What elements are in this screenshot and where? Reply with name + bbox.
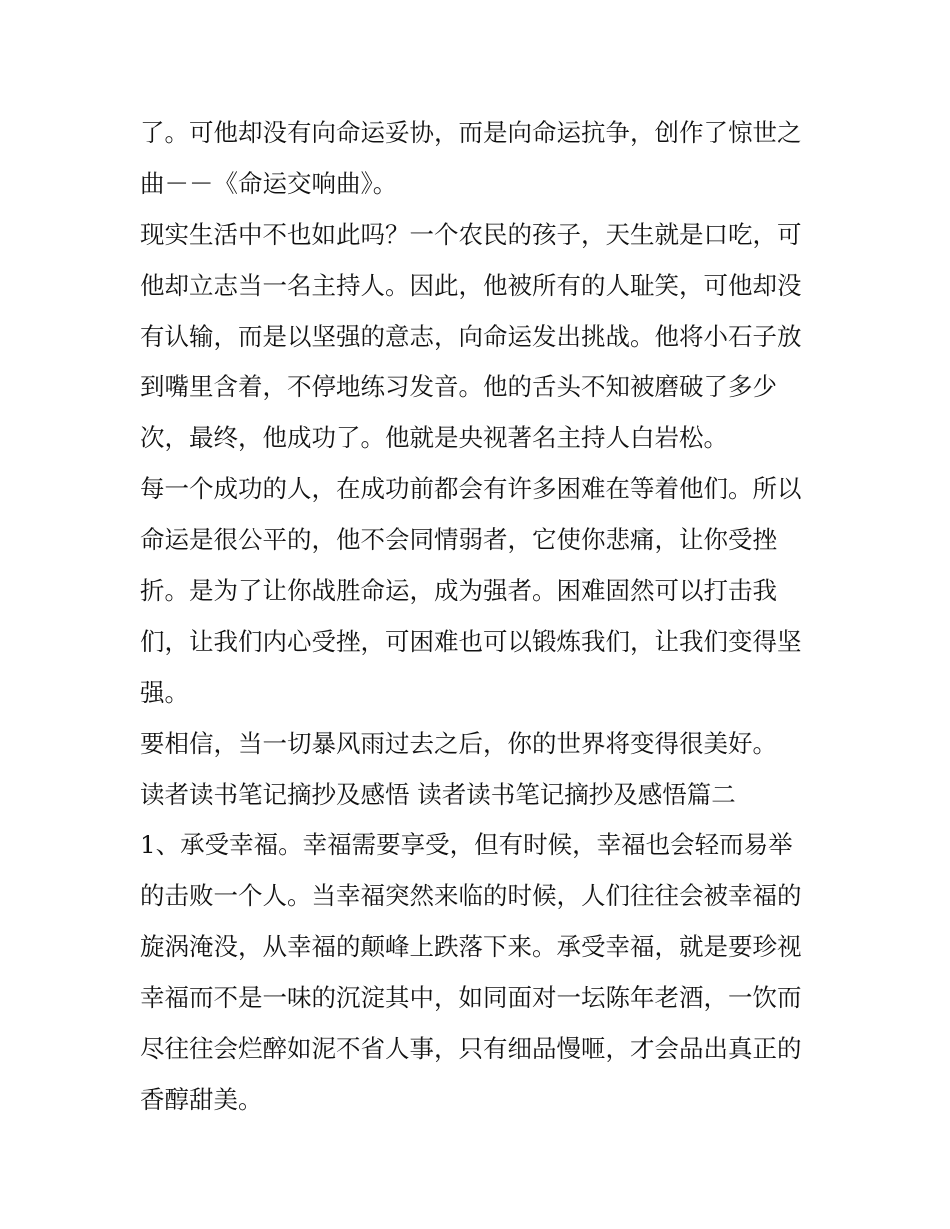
text-line: 要相信，当一切暴风雨过去之后，你的世界将变得很美好。 <box>140 728 777 758</box>
text-line: 每一个成功的人，在成功前都会有许多困难在等着他们。所以 <box>140 474 802 504</box>
text-line: 折。是为了让你战胜命运，成为强者。困难固然可以打击我 <box>140 576 777 606</box>
text-line: 命运是很公平的，他不会同情弱者，它使你悲痛，让你受挫 <box>140 525 777 555</box>
text-line: 1、承受幸福。幸福需要享受，但有时候，幸福也会轻而易举 <box>140 830 793 860</box>
text-line: 的击败一个人。当幸福突然来临的时候，人们往往会被幸福的 <box>140 881 802 911</box>
text-line: 现实生活中不也如此吗？一个农民的孩子，天生就是口吃，可 <box>140 219 802 249</box>
text-line: 了。可他却没有向命运妥协，而是向命运抗争，创作了惊世之 <box>140 118 802 147</box>
section-heading: 读者读书笔记摘抄及感悟 读者读书笔记摘抄及感悟篇二 <box>140 779 736 809</box>
text-line: 幸福而不是一味的沉淀其中，如同面对一坛陈年老酒，一饮而 <box>140 983 802 1013</box>
text-line: 到嘴里含着，不停地练习发音。他的舌头不知被磨破了多少 <box>140 372 777 402</box>
text-line: 旋涡淹没，从幸福的颠峰上跌落下来。承受幸福，就是要珍视 <box>140 932 802 962</box>
text-line: 尽往往会烂醉如泥不省人事，只有细品慢咂，才会品出真正的 <box>140 1034 802 1064</box>
text-line: 们，让我们内心受挫，可困难也可以锻炼我们，让我们变得坚 <box>140 626 802 656</box>
text-line: 他却立志当一名主持人。因此，他被所有的人耻笑，可他却没 <box>140 270 802 300</box>
text-line: 香醇甜美。 <box>140 1084 263 1114</box>
text-line: 曲－－《命运交响曲》。 <box>140 168 398 198</box>
text-line: 强。 <box>140 677 189 707</box>
document-body <box>140 108 820 1126</box>
text-line: 有认输，而是以坚强的意志，向命运发出挑战。他将小石子放 <box>140 321 802 351</box>
text-line: 次，最终，他成功了。他就是央视著名主持人白岩松。 <box>140 423 728 453</box>
